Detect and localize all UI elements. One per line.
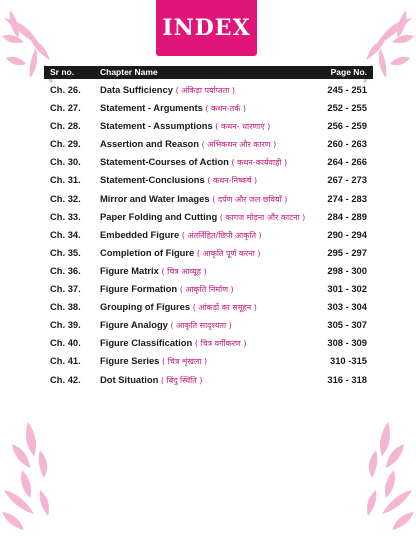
chapter-title bbox=[100, 298, 257, 317]
chapter-title bbox=[100, 99, 246, 118]
page-range: 298 - 300 bbox=[327, 264, 367, 276]
chapter-name-hindi: ( दर्पण और जल छवियाँ ) bbox=[212, 194, 288, 204]
page-title: INDEX bbox=[162, 15, 251, 41]
page-range: 316 - 318 bbox=[327, 373, 367, 385]
table-row bbox=[44, 316, 373, 334]
page-range: 290 - 294 bbox=[327, 228, 367, 240]
chapter-name-hindi: ( आकृति सादृश्यता ) bbox=[170, 321, 232, 331]
table-row bbox=[44, 117, 373, 135]
chapter-title bbox=[100, 190, 287, 209]
table-row bbox=[44, 262, 373, 280]
chapter-name-hindi: ( अंकिड़ा पर्याप्तता ) bbox=[175, 86, 236, 95]
table-row bbox=[44, 226, 373, 244]
chapter-number: Ch. 30. bbox=[50, 156, 81, 168]
floral-ornament-bottom-right bbox=[356, 420, 416, 532]
chapter-title bbox=[100, 117, 270, 136]
page-range: 284 - 289 bbox=[327, 210, 367, 222]
chapter-number: Ch. 37. bbox=[50, 283, 81, 295]
chapter-title bbox=[100, 171, 257, 190]
chapter-title bbox=[100, 135, 276, 154]
chapter-name-english: Data Sufficiency bbox=[100, 84, 173, 95]
table-row bbox=[44, 135, 373, 153]
chapter-number: Ch. 31. bbox=[50, 174, 81, 186]
chapter-name-hindi: ( कथन-तर्क ) bbox=[205, 104, 247, 114]
table-row bbox=[44, 99, 373, 117]
page-range: 308 - 309 bbox=[327, 337, 367, 349]
chapter-title bbox=[100, 371, 202, 390]
header-page-no: Page No. bbox=[330, 67, 367, 77]
chapter-name-english: Figure Analogy bbox=[100, 319, 168, 331]
chapter-name-hindi: ( कथन-कार्यवाही ) bbox=[231, 158, 288, 168]
chapter-name-english: Statement - Arguments bbox=[100, 102, 203, 114]
chapter-number: Ch. 27. bbox=[50, 102, 81, 114]
chapter-name-english: Paper Folding and Cutting bbox=[100, 210, 218, 222]
page-range: 267 - 273 bbox=[327, 174, 367, 186]
chapter-name-english: Grouping of Figures bbox=[100, 301, 191, 313]
page-range: 260 - 263 bbox=[327, 138, 367, 150]
chapter-name-hindi: ( आकृति पूर्ण करना ) bbox=[196, 248, 261, 258]
chapter-name-hindi: ( अभिकथन और कारण ) bbox=[201, 140, 277, 150]
chapter-number: Ch. 38. bbox=[50, 301, 81, 313]
chapter-number: Ch. 34. bbox=[50, 228, 81, 240]
chapter-title bbox=[100, 352, 207, 371]
page-range: 305 - 307 bbox=[327, 319, 367, 331]
index-table bbox=[44, 81, 373, 389]
table-row bbox=[44, 334, 373, 352]
floral-ornament-bottom-left bbox=[0, 420, 60, 532]
chapter-title bbox=[100, 262, 207, 281]
page-range: 264 - 266 bbox=[327, 156, 367, 168]
header-sr-no: Sr no. bbox=[50, 67, 75, 77]
chapter-title bbox=[100, 226, 262, 245]
chapter-number: Ch. 40. bbox=[50, 337, 81, 349]
chapter-name-english: Statement - Assumptions bbox=[100, 120, 213, 132]
page-range: 252 - 255 bbox=[327, 102, 367, 114]
chapter-name-english: Assertion and Reason bbox=[100, 138, 199, 150]
chapter-name-english: Completion of Figure bbox=[100, 246, 195, 258]
chapter-number: Ch. 26. bbox=[50, 84, 81, 95]
chapter-name-hindi: ( आकृति निर्माण ) bbox=[179, 285, 234, 295]
chapter-name-english: Figure Formation bbox=[100, 283, 178, 295]
chapter-name-english: Statement-Courses of Action bbox=[100, 156, 229, 168]
chapter-number: Ch. 32. bbox=[50, 192, 81, 204]
chapter-name-hindi: ( आंकड़ों का समूहन ) bbox=[192, 303, 257, 313]
page-range: 310 -315 bbox=[329, 355, 367, 367]
page-range: 295 - 297 bbox=[327, 246, 367, 258]
page-range: 274 - 283 bbox=[327, 192, 367, 204]
chapter-name-hindi: ( कथन-निष्कर्ष ) bbox=[207, 176, 258, 186]
chapter-number: Ch. 36. bbox=[50, 264, 81, 276]
table-row bbox=[44, 371, 373, 389]
chapter-name-english: Embedded Figure bbox=[100, 228, 180, 240]
chapter-number: Ch. 42. bbox=[50, 373, 81, 385]
chapter-title bbox=[100, 153, 287, 172]
title-banner bbox=[156, 0, 257, 56]
header-chapter-name: Chapter Name bbox=[100, 67, 158, 77]
table-row bbox=[44, 190, 373, 208]
chapter-name-hindi: ( बिंदु स्थिति ) bbox=[160, 375, 203, 385]
table-row bbox=[44, 298, 373, 316]
chapter-number: Ch. 28. bbox=[50, 120, 81, 132]
page-range: 245 - 251 bbox=[327, 84, 367, 95]
table-row bbox=[44, 244, 373, 262]
chapter-name-hindi: ( चित्र वर्गीकरण ) bbox=[194, 339, 247, 349]
page-range: 303 - 304 bbox=[327, 301, 367, 313]
chapter-name-english: Statement-Conclusions bbox=[100, 174, 205, 186]
chapter-title bbox=[100, 81, 235, 100]
table-row bbox=[44, 153, 373, 171]
chapter-title bbox=[100, 208, 305, 227]
chapter-number: Ch. 39. bbox=[50, 319, 81, 331]
chapter-number: Ch. 35. bbox=[50, 246, 81, 258]
table-row bbox=[44, 171, 373, 189]
chapter-name-hindi: ( चित्र शृंखला ) bbox=[162, 357, 208, 367]
chapter-name-english: Figure Classification bbox=[100, 337, 193, 349]
table-header bbox=[44, 66, 373, 79]
chapter-name-hindi: ( अंतर्निहित/छिपी आकृति ) bbox=[181, 230, 262, 240]
chapter-name-hindi: ( कथन- धारणाएं ) bbox=[215, 122, 271, 132]
chapter-number: Ch. 33. bbox=[50, 210, 81, 222]
table-row bbox=[44, 352, 373, 370]
page-range: 256 - 259 bbox=[327, 120, 367, 132]
table-row bbox=[44, 280, 373, 298]
table-row bbox=[44, 208, 373, 226]
chapter-name-english: Figure Series bbox=[100, 355, 160, 367]
table-row bbox=[44, 81, 373, 99]
chapter-number: Ch. 41. bbox=[50, 355, 81, 367]
chapter-name-hindi: ( चित्र आव्यूह ) bbox=[161, 266, 207, 276]
chapter-title bbox=[100, 244, 261, 263]
chapter-name-english: Mirror and Water Images bbox=[100, 192, 210, 204]
chapter-name-hindi: ( कागज मोड़ना और काटना ) bbox=[219, 212, 306, 222]
chapter-title bbox=[100, 334, 247, 353]
chapter-name-english: Figure Matrix bbox=[100, 264, 159, 276]
chapter-name-english: Dot Situation bbox=[100, 373, 159, 385]
chapter-title bbox=[100, 316, 232, 335]
chapter-title bbox=[100, 280, 234, 299]
chapter-number: Ch. 29. bbox=[50, 138, 81, 150]
page-range: 301 - 302 bbox=[327, 283, 367, 295]
